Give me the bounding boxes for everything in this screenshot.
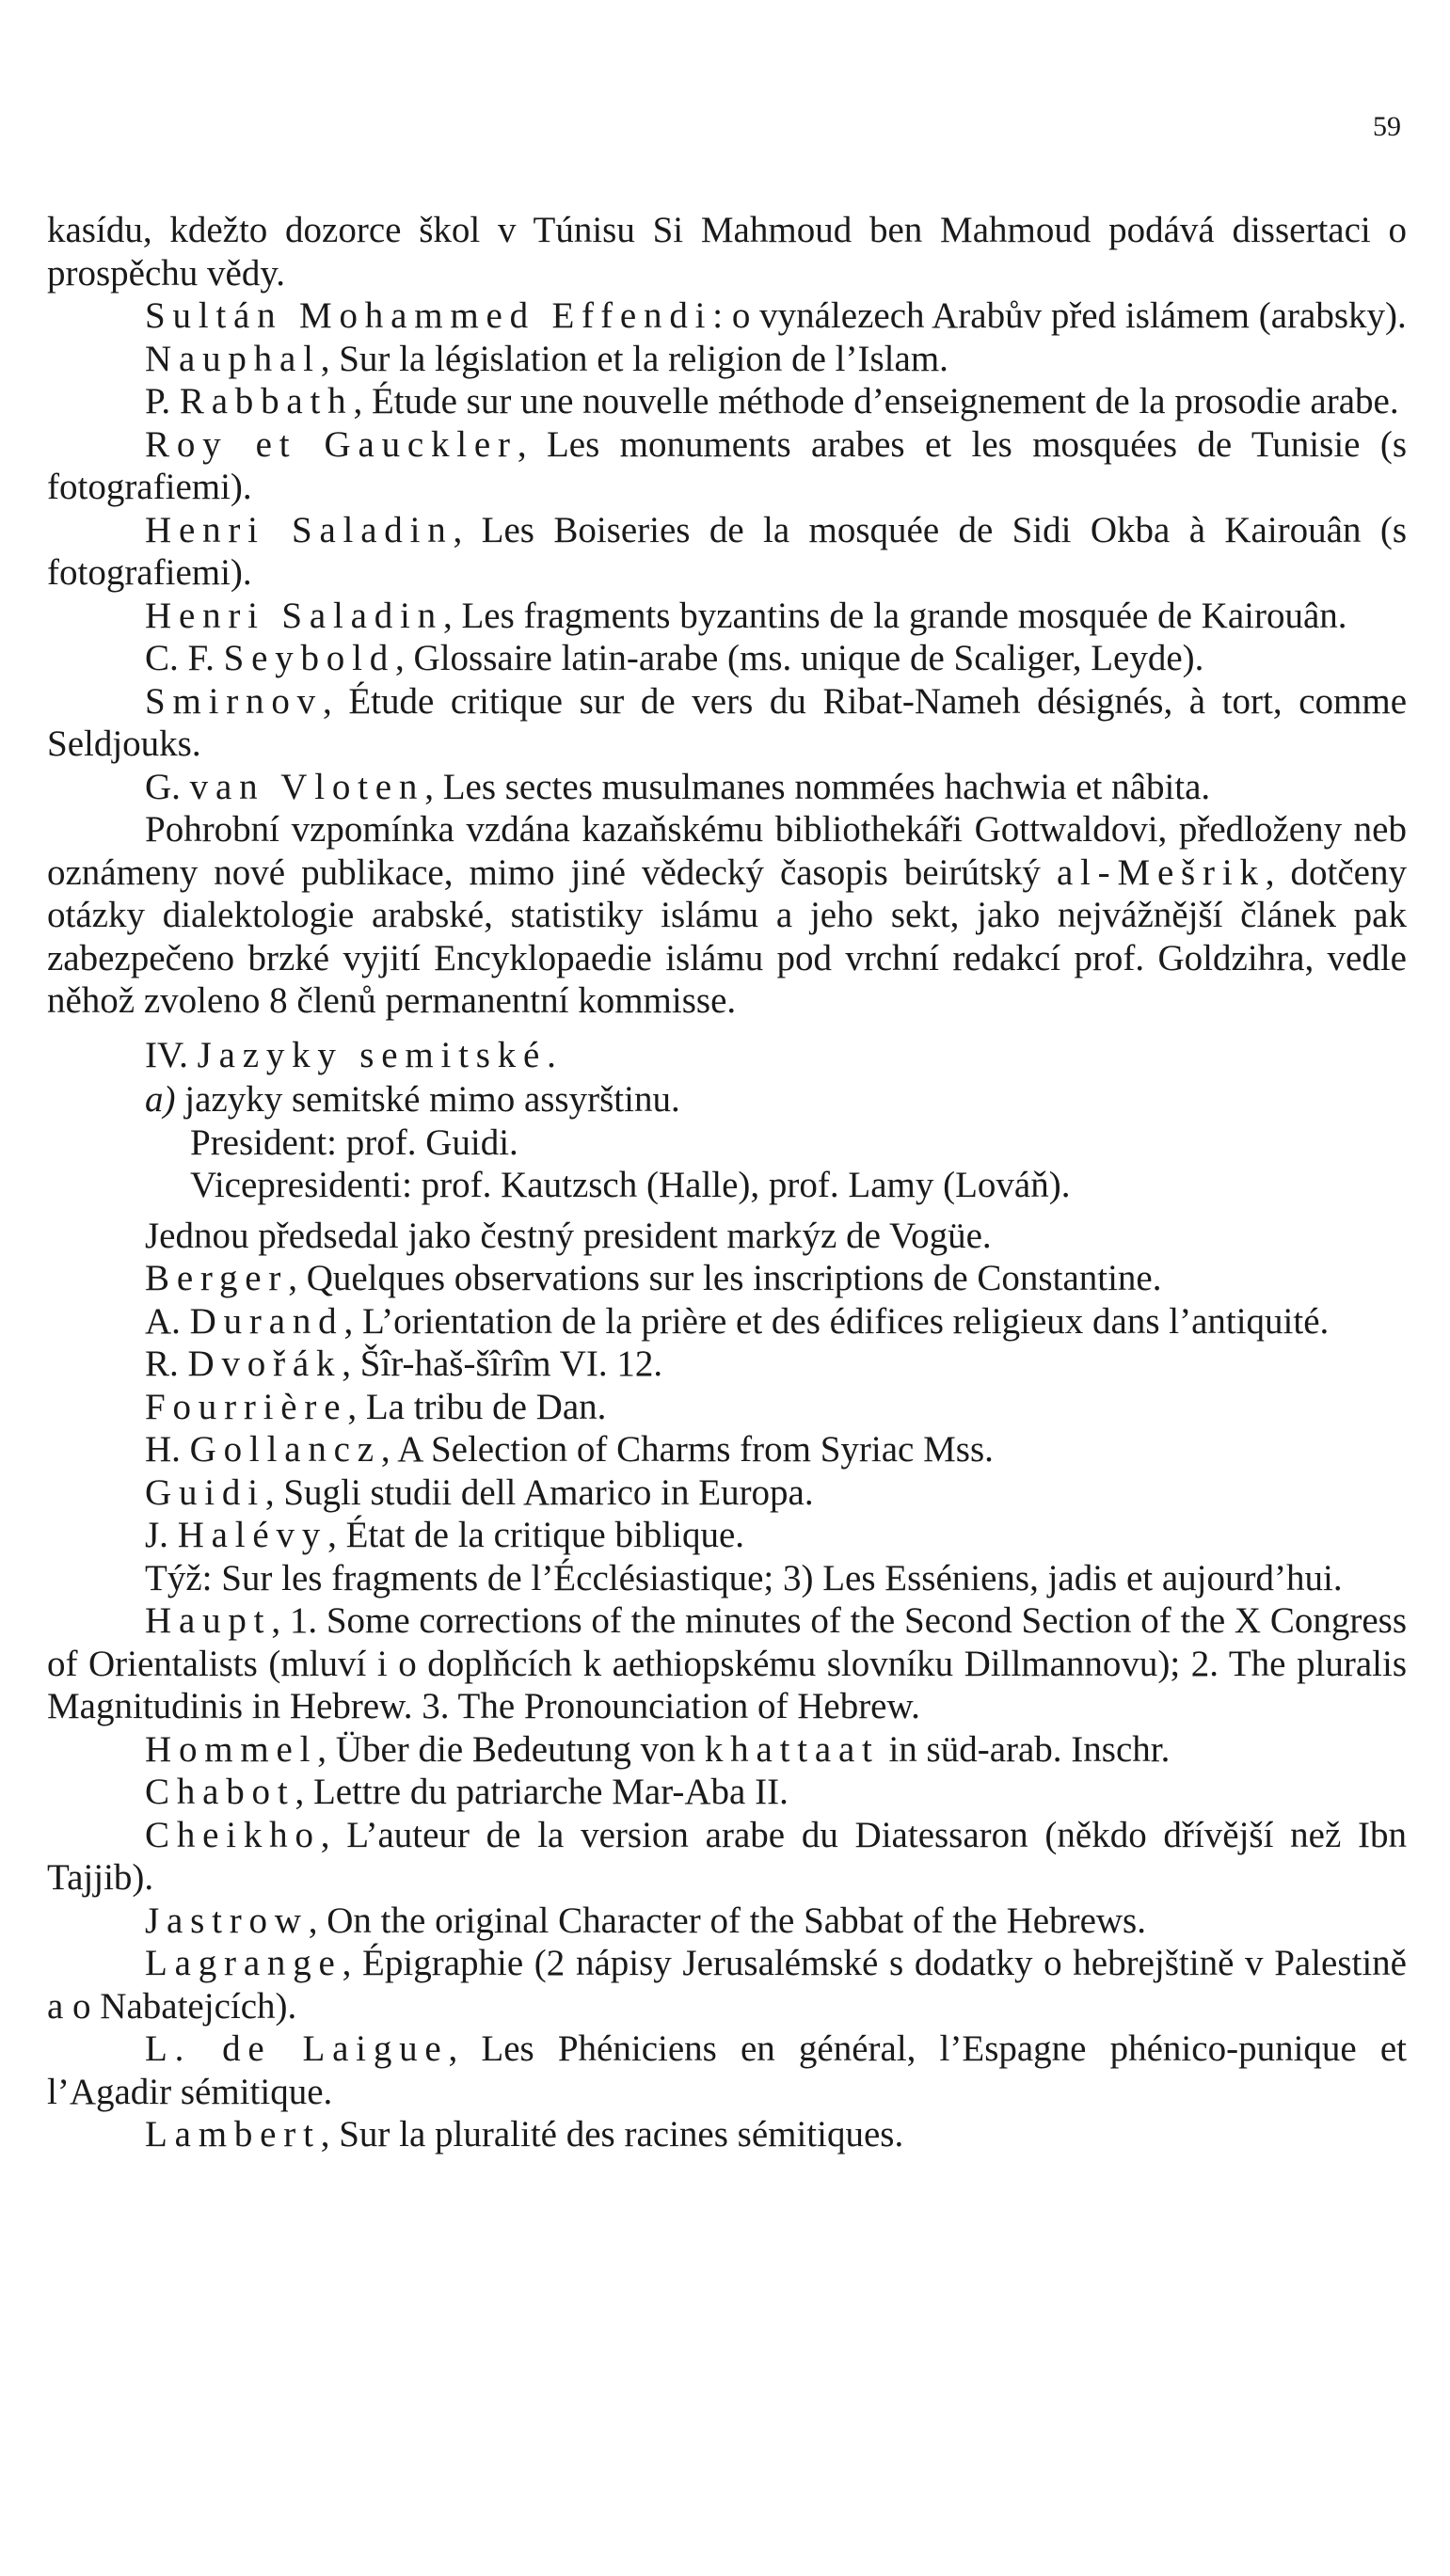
paper-title: o vynálezech Arabův před islámem (arabsky). bbox=[731, 295, 1407, 336]
author-initial: H. bbox=[145, 1429, 190, 1470]
author-name: Fourrière bbox=[145, 1386, 348, 1427]
journal-name: al-Mešrik bbox=[1056, 851, 1266, 893]
separator: , bbox=[343, 1300, 362, 1342]
author-name: Seybold bbox=[223, 638, 396, 678]
entry bbox=[47, 1257, 1407, 1300]
paragraph bbox=[47, 338, 1407, 381]
page-number: 59 bbox=[1373, 111, 1401, 142]
author-name: Durand bbox=[189, 1300, 344, 1342]
entry bbox=[47, 1471, 1407, 1515]
officer-line: Vicepresidenti: prof. Kautzsch (Halle), prof. Lamy (Lováň). bbox=[190, 1165, 1071, 1205]
author-initial: J. bbox=[145, 1515, 178, 1555]
separator: , bbox=[327, 1515, 346, 1555]
author-name: Smirnov bbox=[145, 680, 323, 722]
paper-title: Étude critique sur de vers du Ribat-Nameh désignés, à tort, comme Seldjouks. bbox=[47, 680, 1408, 764]
separator: , bbox=[308, 1900, 327, 1941]
entry bbox=[47, 2027, 1407, 2113]
paper-title: Les fragments byzantins de la grande mosquée de Kairouân. bbox=[461, 595, 1347, 636]
author-name: Nauphal bbox=[145, 338, 321, 379]
paper-title: Les Boiseries de la mosquée de Sidi Okba à Kairouân (s fotografiemi). bbox=[47, 509, 1407, 593]
paragraph bbox=[47, 680, 1407, 766]
entry bbox=[47, 1728, 1407, 1772]
section-number: IV. bbox=[145, 1034, 198, 1075]
paragraph bbox=[47, 209, 1407, 294]
section-title: Jazyky semitské. bbox=[197, 1034, 564, 1075]
separator: , bbox=[320, 338, 340, 379]
paragraph bbox=[47, 509, 1407, 595]
separator: , bbox=[322, 680, 349, 722]
paper-title: État de la critique biblique. bbox=[345, 1515, 745, 1555]
paper-title: Sur les fragments de l’Écclésiastique; 3) Les Esséniens, jadis et aujourd’hui. bbox=[221, 1557, 1343, 1598]
separator: , bbox=[264, 1471, 284, 1513]
separator: , bbox=[424, 766, 443, 807]
entry bbox=[47, 1599, 1407, 1728]
entry bbox=[47, 1300, 1407, 1344]
subsection-letter: a) bbox=[145, 1079, 176, 1120]
entry bbox=[47, 1343, 1407, 1386]
paper-title: L’auteur de la version arabe du Diatessaron (někdo dřívější než Ibn Tajjib). bbox=[47, 1814, 1408, 1898]
subsection-title: jazyky semitské mimo assyrštinu. bbox=[175, 1079, 680, 1120]
paper-title: 1. Some corrections of the minutes of the Second Section of the X Congress of Orientalists (mluví i o doplňcích k aethiopskému slovníku Dillmannovu); 2. The pluralis Magnitudinis in Hebrew. 3. The Pronounciation of Hebrew. bbox=[47, 1600, 1408, 1726]
author-name: Týž bbox=[145, 1557, 202, 1598]
author-name: Halévy bbox=[177, 1515, 328, 1555]
separator: , bbox=[380, 1429, 398, 1470]
author-name: Haupt bbox=[145, 1600, 272, 1641]
separator: : bbox=[201, 1557, 222, 1598]
author-name: Henri Saladin bbox=[145, 595, 443, 636]
paragraph-text: kasídu, kdežto dozorce škol v Túnisu Si Mahmoud ben Mahmoud podává dissertaci o prospěchu vědy. bbox=[47, 210, 1407, 294]
author-name: van Vloten bbox=[189, 766, 425, 807]
emphasized-word: khattaat bbox=[704, 1728, 880, 1770]
paper-title: L’orientation de la prière et des édifices religieux dans l’antiquité. bbox=[361, 1300, 1330, 1342]
author-initial: A. bbox=[145, 1300, 190, 1342]
paper-title: Šîr-haš-šîrîm VI. 12. bbox=[359, 1344, 663, 1384]
author-initial: P. bbox=[145, 381, 180, 421]
separator: , bbox=[288, 1258, 307, 1298]
paper-title: Sugli studii dell Amarico in Europa. bbox=[283, 1471, 814, 1513]
author-name: Berger bbox=[145, 1258, 289, 1298]
separator: , bbox=[342, 1344, 360, 1384]
separator: , bbox=[395, 638, 414, 678]
paragraph bbox=[47, 637, 1407, 680]
author-name: Lagrange bbox=[145, 1943, 343, 1983]
paragraph bbox=[47, 766, 1407, 809]
body-text bbox=[47, 209, 1407, 2156]
paragraph bbox=[47, 808, 1407, 1023]
entry bbox=[47, 1557, 1407, 1600]
author-name: Gollancz bbox=[189, 1429, 381, 1470]
section-heading bbox=[47, 1034, 1407, 1077]
paper-title: Glossaire latin-arabe (ms. unique de Scaliger, Leyde). bbox=[413, 638, 1204, 678]
separator: , bbox=[320, 1814, 347, 1855]
paragraph bbox=[47, 294, 1407, 338]
paper-title: Sur la pluralité des racines sémitiques. bbox=[339, 2114, 904, 2155]
paper-title: La tribu de Dan. bbox=[365, 1386, 607, 1427]
author-name: Roy et Gauckler bbox=[145, 423, 518, 465]
paper-title: On the original Character of the Sabbat of the Hebrews. bbox=[327, 1900, 1146, 1941]
author-initial: R. bbox=[145, 1344, 188, 1384]
paper-title: Lettre du patriarche Mar-Aba II. bbox=[312, 1772, 789, 1812]
entry bbox=[47, 1942, 1407, 2027]
author-initial: C. F. bbox=[145, 638, 224, 678]
author-name: Henri Saladin bbox=[145, 509, 454, 550]
paper-title: Les sectes musulmanes nommées hachwia et nâbita. bbox=[442, 766, 1211, 807]
author-name: Jastrow bbox=[145, 1900, 309, 1941]
officer-line: President: prof. Guidi. bbox=[190, 1121, 518, 1163]
paragraph bbox=[47, 423, 1407, 509]
paper-title: Quelques observations sur les inscriptions de Constantine. bbox=[306, 1258, 1162, 1298]
separator: , bbox=[320, 2114, 340, 2155]
separator: , bbox=[271, 1600, 290, 1641]
entry bbox=[47, 1814, 1407, 1900]
separator: , bbox=[347, 1386, 366, 1427]
separator: , bbox=[1265, 851, 1291, 893]
separator: , bbox=[517, 423, 547, 465]
paper-title: Les Phéniciens en général, l’Espagne phénico-punique et l’Agadir sémitique. bbox=[47, 2028, 1407, 2112]
author-name: Cheikho bbox=[145, 1814, 321, 1855]
paper-title: in süd-arab. Inschr. bbox=[879, 1728, 1171, 1770]
paragraph-text: Pohrobní vzpomínka vzdána kazaňskému bibliothekáři Gottwaldovi, předloženy neb oznámeny nové publikace, mimo jiné vědecký časopis beirútský bbox=[47, 809, 1407, 893]
entry bbox=[47, 1900, 1407, 1943]
author-name: Rabbath bbox=[179, 381, 354, 421]
author-initial: G. bbox=[145, 766, 190, 807]
author-name: L. de Laigue bbox=[145, 2028, 449, 2069]
paper-title: Sur la législation et la religion de l’Islam. bbox=[339, 338, 948, 379]
separator: , bbox=[453, 509, 482, 550]
separator: , bbox=[342, 1943, 363, 1983]
paragraph bbox=[47, 380, 1407, 423]
author-name: Sultán Mohammed Effendi bbox=[145, 295, 713, 336]
paper-title: Les monuments arabes et les mosquées de Tunisie (s fotografiemi). bbox=[47, 423, 1407, 507]
subsection-heading bbox=[47, 1078, 1407, 1121]
separator: , bbox=[353, 381, 372, 421]
paper-title: A Selection of Charms from Syriac Mss. bbox=[397, 1429, 994, 1470]
separator: : bbox=[712, 295, 732, 336]
author-name: Hommel bbox=[145, 1728, 318, 1770]
entry bbox=[47, 1771, 1407, 1814]
separator: , bbox=[295, 1772, 313, 1812]
author-name: Guidi bbox=[145, 1471, 265, 1513]
author-name: Dvořák bbox=[187, 1344, 343, 1384]
separator: , bbox=[317, 1728, 336, 1770]
honor-note: Jednou předsedal jako čestný president markýz de Vogüe. bbox=[145, 1215, 992, 1256]
author-name: Lambert bbox=[145, 2114, 321, 2155]
paper-title: Über die Bedeutung von bbox=[335, 1728, 705, 1770]
entry bbox=[47, 2113, 1407, 2156]
entry bbox=[47, 1428, 1407, 1471]
paper-title: Étude sur une nouvelle méthode d’enseignement de la prosodie arabe. bbox=[371, 381, 1399, 421]
entry bbox=[47, 1514, 1407, 1557]
paragraph-text: dotčeny otázky dialektologie arabské, statistiky islámu a jeho sekt, jako nejvážnější článek pak zabezpečeno brzké vyjití Encyklopaedie islámu pod vrchní redakcí prof. Goldzihra, vedle něhož zvoleno 8 členů permanentní kommisse. bbox=[47, 851, 1407, 1021]
entry bbox=[47, 1386, 1407, 1429]
paragraph bbox=[47, 595, 1407, 638]
paper-title: Épigraphie (2 nápisy Jerusalémské s dodatky o hebrejštině v Palestině a o Nabatejcích). bbox=[47, 1943, 1407, 2027]
separator: , bbox=[448, 2028, 482, 2069]
separator: , bbox=[442, 595, 462, 636]
author-name: Chabot bbox=[145, 1772, 295, 1812]
